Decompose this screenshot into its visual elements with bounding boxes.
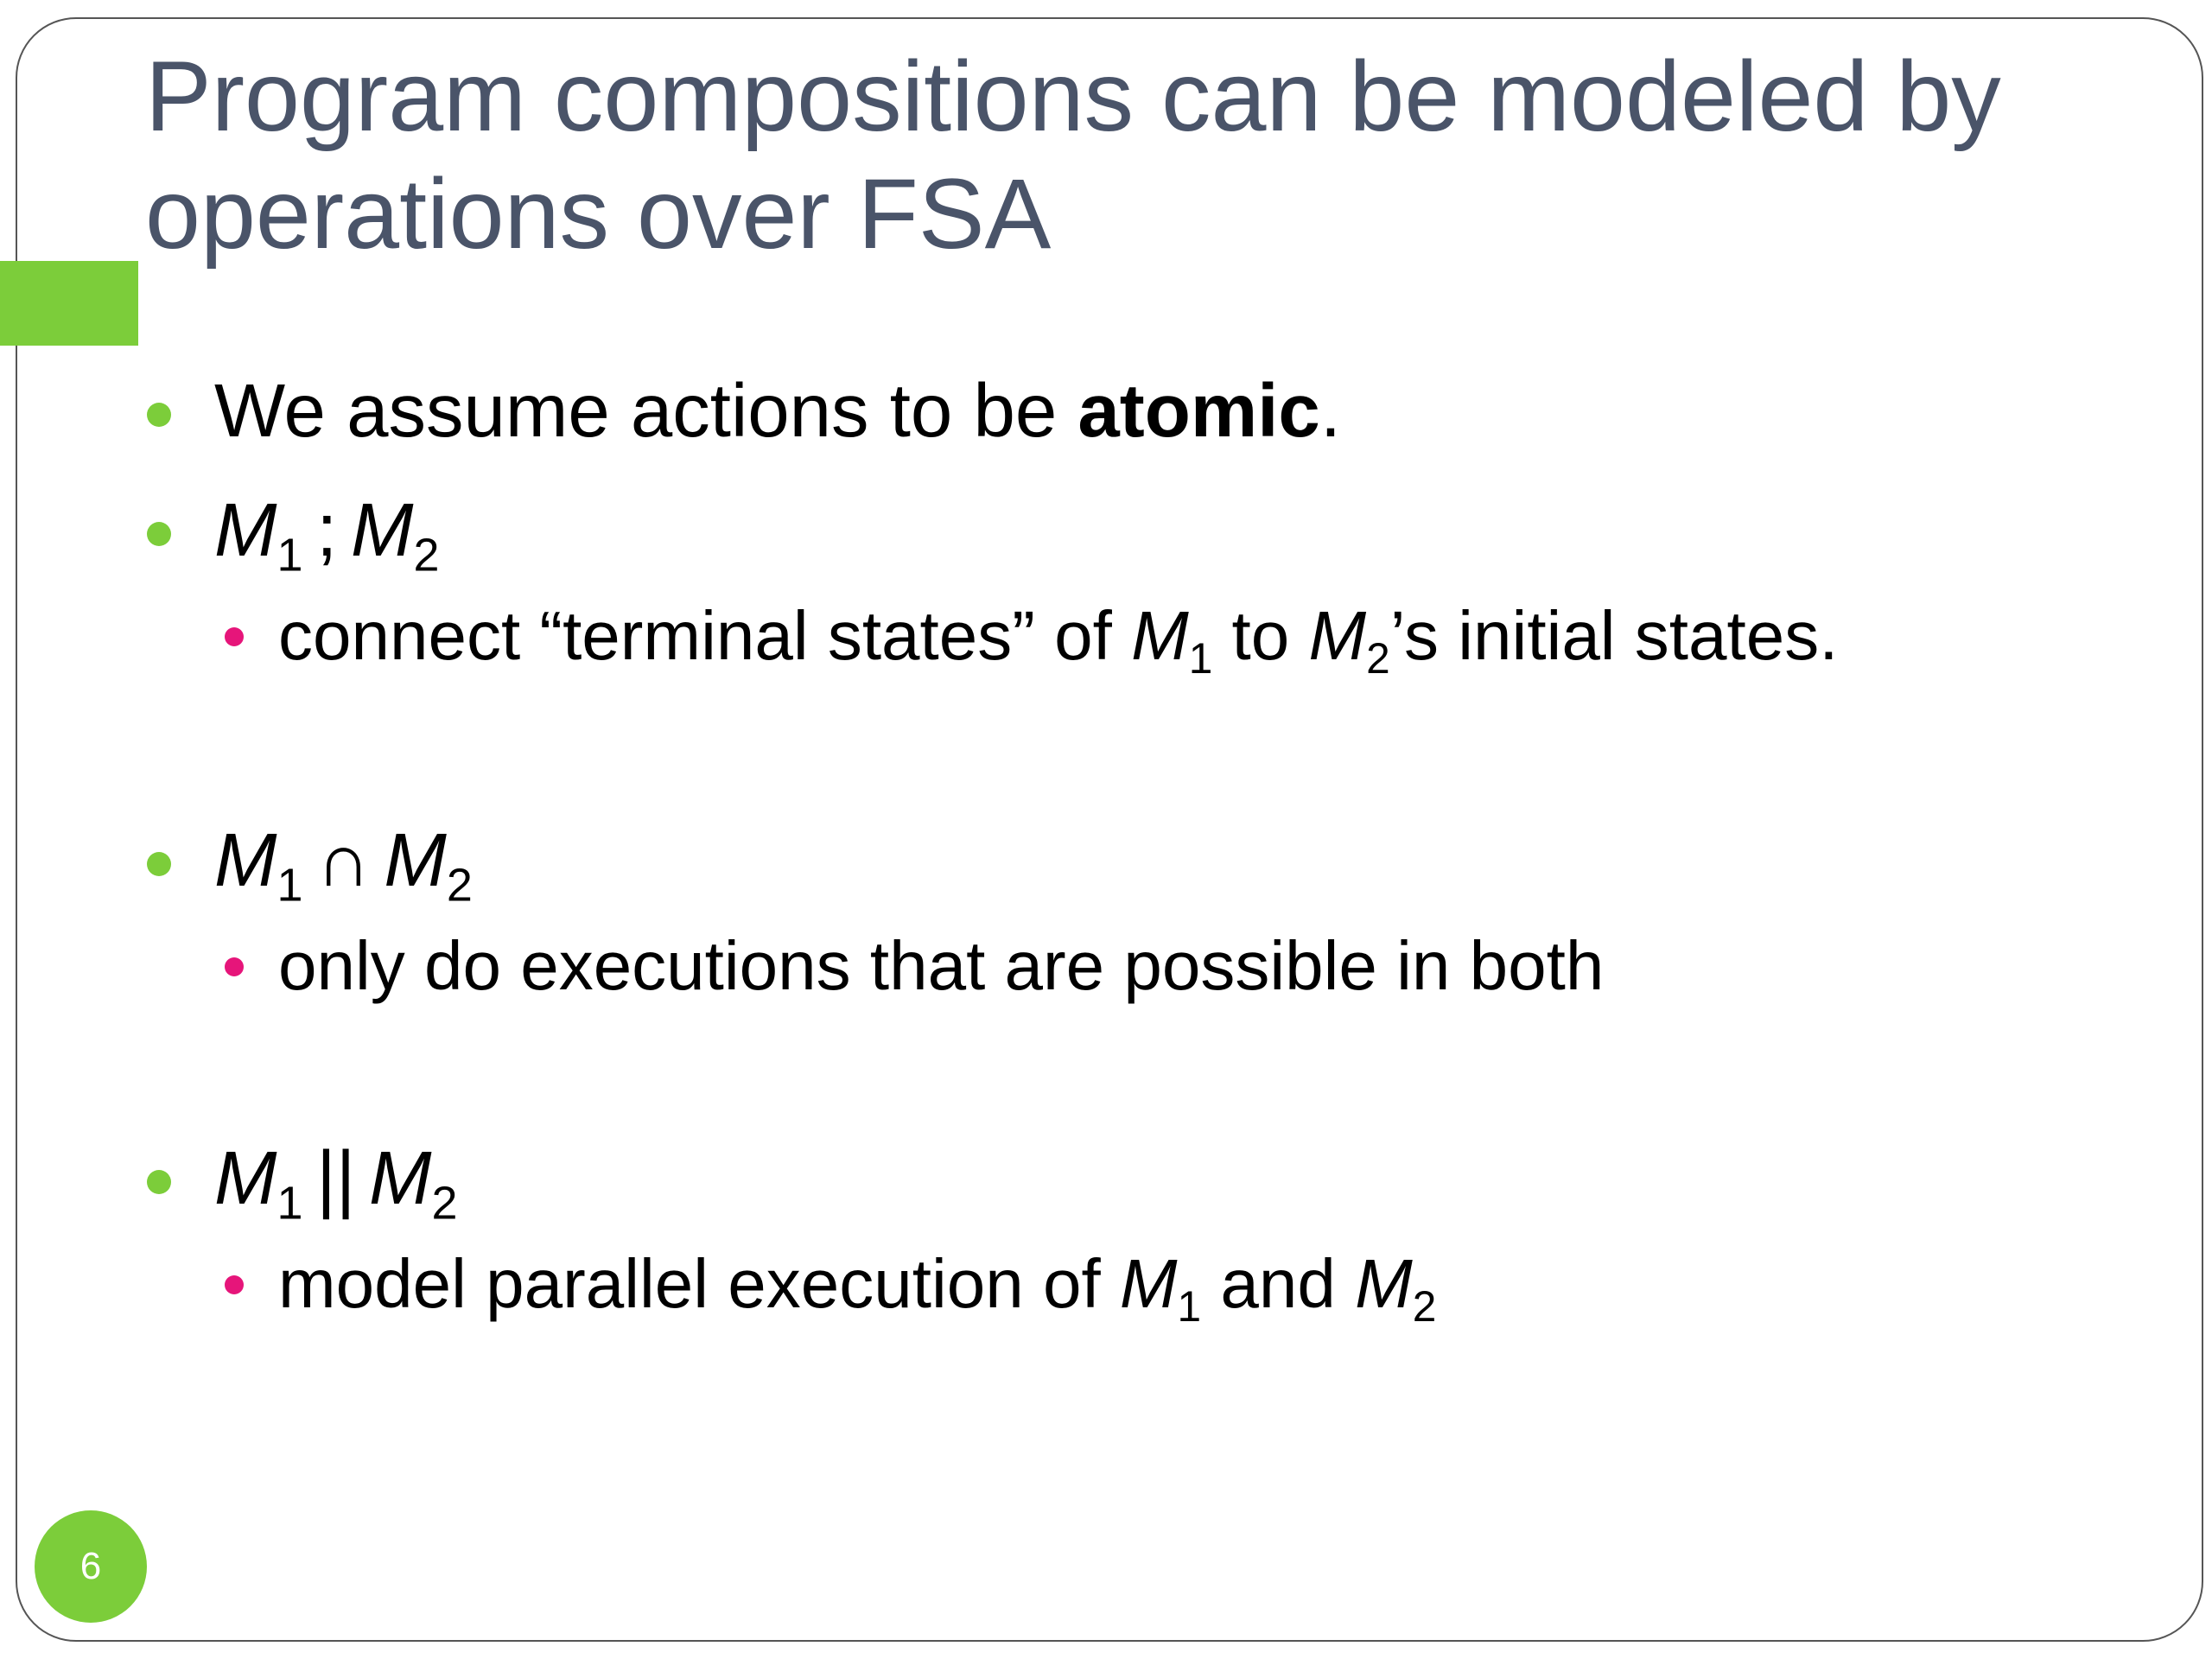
sub-bullet-text: only do executions that are possible in both [278,927,1605,1004]
slide-title: Program compositions can be modeled by operations over FSA [145,41,2001,270]
formula-subscript: 2 [413,529,440,582]
sub-bullet-parallel [225,1243,1436,1348]
text-part: to [1212,597,1309,674]
formula-var: M [1355,1245,1413,1322]
sub-bullet-sequential [225,594,1838,700]
formula-var: M [1308,597,1367,674]
bullet-dot-icon [147,852,171,876]
formula-subscript: 1 [1177,1281,1202,1331]
bullet-formula [214,817,473,928]
bullet-sequential-composition [147,487,439,598]
bullet-text-part: We assume actions to be [214,369,1078,453]
sub-bullet-text [278,1243,1436,1348]
text-part: and [1201,1245,1356,1322]
bullet-dot-icon [147,522,171,546]
bullet-dot-icon [147,403,171,427]
text-part: model parallel execution of [278,1245,1120,1322]
bullet-text [214,368,1341,454]
formula-subscript: 1 [276,859,303,912]
formula-var: M [214,1136,277,1220]
formula-subscript: 2 [446,859,473,912]
bullet-formula [214,487,439,598]
bullet-atomic [147,368,1341,454]
formula-subscript: 1 [276,529,303,582]
formula-subscript: 2 [1412,1281,1437,1331]
sub-bullet-dot-icon [225,1275,244,1294]
formula-subscript: 1 [1188,633,1213,683]
text-part: ’s initial states. [1389,597,1839,674]
formula-var: M [1119,1245,1178,1322]
formula-subscript: 2 [1366,633,1390,683]
formula-var: M [384,818,447,902]
bullet-text-part: . [1319,369,1341,453]
formula-var: M [214,488,277,572]
formula-subscript: 1 [276,1177,303,1230]
sub-bullet-intersection [225,925,1604,1007]
formula-var: M [369,1136,432,1220]
formula-operator: || [316,1136,356,1220]
bullet-formula [214,1135,457,1246]
formula-var: M [350,488,414,572]
formula-operator: ∩ [316,818,371,902]
sub-bullet-dot-icon [225,627,244,646]
page-number-badge: 6 [35,1510,147,1623]
bullet-intersection [147,817,473,928]
formula-subscript: 2 [431,1177,458,1230]
formula-var: M [1131,597,1189,674]
bullet-bold-term: atomic [1077,369,1320,453]
sub-bullet-text [278,594,1838,700]
sub-bullet-dot-icon [225,957,244,976]
text-part: connect “terminal states” of [278,597,1132,674]
formula-var: M [214,818,277,902]
bullet-parallel-composition [147,1135,457,1246]
bullet-dot-icon [147,1170,171,1194]
formula-operator: ; [316,488,338,572]
